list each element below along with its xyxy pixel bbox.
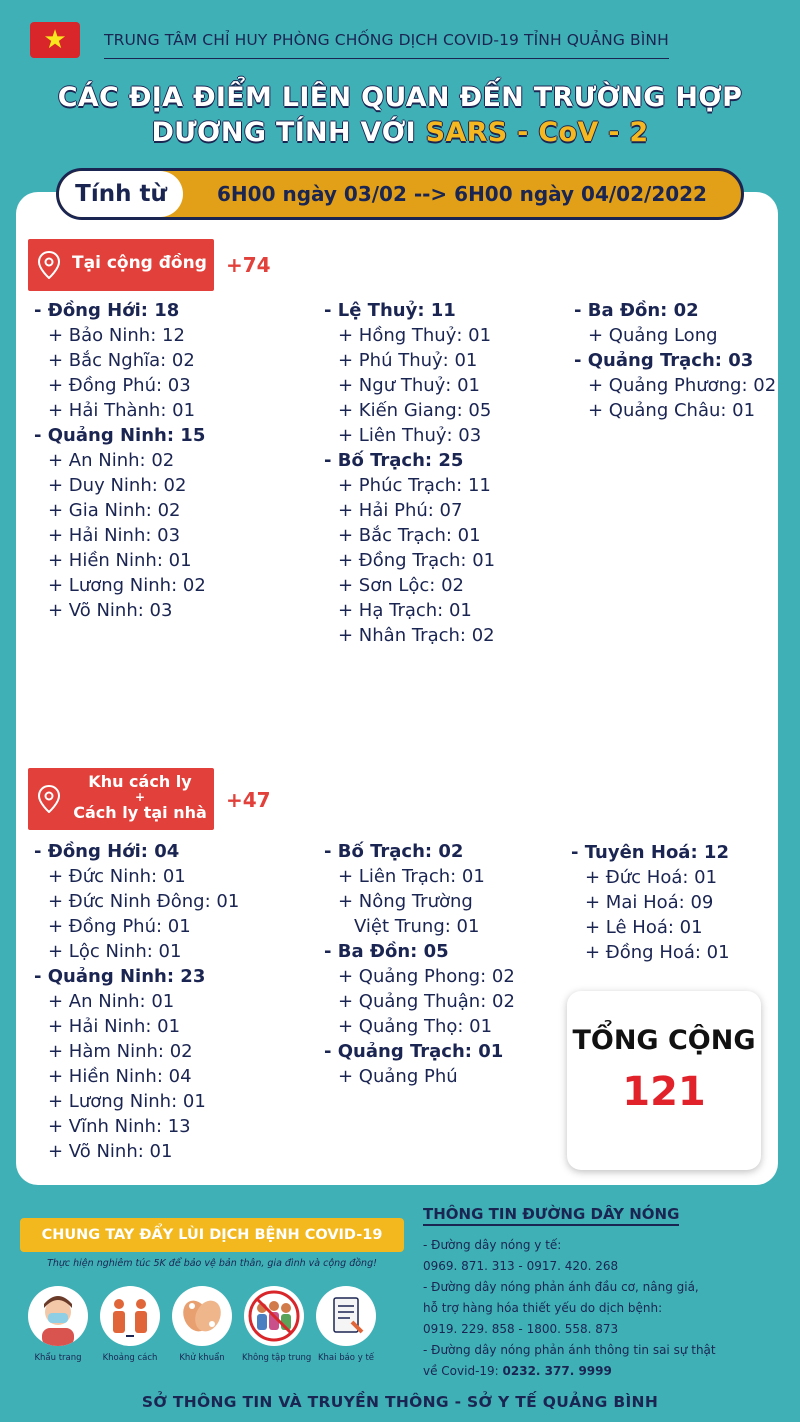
hotline-fakenews-number: 0232. 377. 9999	[502, 1364, 612, 1378]
district-heading: - Đồng Hới: 04	[34, 841, 180, 862]
community-badge-label: Tại cộng đồng	[72, 253, 207, 273]
district-heading: - Lệ Thuỷ: 11	[324, 300, 456, 321]
commune-item: + An Ninh: 02	[48, 450, 175, 471]
commune-item: + Quảng Thuận: 02	[338, 991, 515, 1012]
no-gathering-item: Không tập trung	[242, 1286, 306, 1363]
hotline-fakenews-prefix: về Covid-19:	[423, 1364, 503, 1378]
commune-item: + Lương Ninh: 01	[48, 1091, 206, 1112]
quarantine-badge	[28, 768, 214, 830]
commune-item: + Liên Thuỷ: 03	[338, 425, 482, 446]
commune-item: + Võ Ninh: 01	[48, 1141, 173, 1162]
community-column-1	[34, 298, 206, 623]
no-gathering-icon	[244, 1286, 304, 1346]
quarantine-count: +47	[226, 788, 271, 812]
community-badge	[28, 239, 214, 291]
header-divider	[104, 58, 669, 59]
campaign-subtitle: Thực hiện nghiêm túc 5K để bảo vệ bản thân, gia đình và cộng đồng!	[47, 1258, 377, 1269]
title-highlight: SARS - CoV - 2	[425, 117, 649, 148]
district-heading: - Quảng Ninh: 23	[34, 966, 206, 987]
vietnam-flag-icon: ★	[30, 22, 80, 58]
commune-item: + Bắc Nghĩa: 02	[48, 350, 195, 371]
quarantine-badge-line2: Cách ly tại nhà	[73, 803, 207, 822]
commune-item: + Đồng Hoá: 01	[585, 942, 730, 963]
commune-item: + Đồng Phú: 03	[48, 375, 191, 396]
commune-item: + Quảng Phong: 02	[338, 966, 515, 987]
quarantine-column-1	[34, 839, 239, 1164]
hotline-price-label-cont: hỗ trợ hàng hóa thiết yếu do dịch bệnh:	[423, 1301, 663, 1315]
page-title-line1: CÁC ĐỊA ĐIỂM LIÊN QUAN ĐẾN TRƯỜNG HỢP	[57, 82, 743, 113]
campaign-slogan: CHUNG TAY ĐẨY LÙI DỊCH BỆNH COVID-19	[20, 1218, 404, 1252]
page-title-line2	[0, 117, 800, 148]
disinfect-icon	[172, 1286, 232, 1346]
hotline-fakenews-label: - Đường dây nóng phản ánh thông tin sai sự thật	[423, 1343, 716, 1357]
hotline-price-numbers: 0919. 229. 858 - 1800. 558. 873	[423, 1322, 619, 1336]
five-k-icons	[20, 1286, 404, 1376]
commune-item: + Kiến Giang: 05	[338, 400, 492, 421]
commune-item: + Lộc Ninh: 01	[48, 941, 182, 962]
district-heading: - Bố Trạch: 02	[324, 841, 464, 862]
distance-icon	[100, 1286, 160, 1346]
quarantine-badge-plus: +	[134, 790, 146, 804]
district-heading: - Ba Đồn: 02	[574, 300, 699, 321]
period-banner	[56, 168, 744, 220]
hotline-title: THÔNG TIN ĐƯỜNG DÂY NÓNG	[423, 1205, 679, 1226]
period-range: 6H00 ngày 03/02 --> 6H00 ngày 04/02/2022	[217, 182, 707, 206]
community-column-2	[324, 298, 495, 648]
hotline-price-label: - Đường dây nóng phản ánh đầu cơ, nâng giá,	[423, 1280, 699, 1294]
footer-credits: SỞ THÔNG TIN VÀ TRUYỀN THÔNG - SỞ Y TẾ QUẢNG BÌNH	[141, 1393, 659, 1411]
community-column-3	[574, 298, 776, 423]
commune-item: + Hiền Ninh: 01	[48, 550, 192, 571]
commune-item: + Bắc Trạch: 01	[338, 525, 481, 546]
total-value: 121	[622, 1069, 706, 1115]
commune-item: + Lương Ninh: 02	[48, 575, 206, 596]
commune-item: + Hải Phú: 07	[338, 500, 463, 521]
commune-item: + Gia Ninh: 02	[48, 500, 181, 521]
commune-item: + Bảo Ninh: 12	[48, 325, 185, 346]
district-heading: - Quảng Ninh: 15	[34, 425, 206, 446]
disinfect-item: Khử khuẩn	[170, 1286, 234, 1363]
health-declaration-icon	[316, 1286, 376, 1346]
community-count: +74	[226, 253, 271, 277]
district-heading: - Quảng Trạch: 03	[574, 350, 754, 371]
commune-item: + Quảng Long	[588, 325, 718, 346]
hotline-medical-label: - Đường dây nóng y tế:	[423, 1238, 562, 1252]
commune-item: + Đức Ninh Đông: 01	[48, 891, 240, 912]
district-heading: - Bố Trạch: 25	[324, 450, 464, 471]
organization-name: TRUNG TÂM CHỈ HUY PHÒNG CHỐNG DỊCH COVID-19 TỈNH QUẢNG BÌNH	[104, 31, 669, 49]
quarantine-column-3	[571, 840, 730, 965]
commune-item: + Vĩnh Ninh: 13	[48, 1116, 191, 1137]
location-pin-icon	[38, 785, 60, 813]
mask-item: Khẩu trang	[26, 1286, 90, 1363]
commune-item: + Hiền Ninh: 04	[48, 1066, 192, 1087]
title-prefix: DƯƠNG TÍNH VỚI	[151, 117, 426, 148]
district-heading: - Quảng Trạch: 01	[324, 1041, 504, 1062]
total-box	[567, 991, 761, 1170]
commune-item: + Đức Hoá: 01	[585, 867, 718, 888]
district-heading: - Tuyên Hoá: 12	[571, 842, 729, 863]
commune-item: + Hải Thành: 01	[48, 400, 196, 421]
commune-item: + Nông Trường	[338, 891, 473, 912]
commune-item: + Phúc Trạch: 11	[338, 475, 491, 496]
commune-item: + Ngư Thuỷ: 01	[338, 375, 480, 396]
location-pin-icon	[38, 251, 60, 279]
commune-item: + Đức Ninh: 01	[48, 866, 186, 887]
commune-item: + Đồng Trạch: 01	[338, 550, 496, 571]
distance-item: Khoảng cách	[98, 1286, 162, 1363]
commune-item: + Phú Thuỷ: 01	[338, 350, 478, 371]
commune-item: + Sơn Lộc: 02	[338, 575, 464, 596]
period-label: Tính từ	[59, 171, 183, 217]
quarantine-badge-line1: Khu cách ly	[88, 772, 192, 791]
commune-item: + Hàm Ninh: 02	[48, 1041, 193, 1062]
district-heading: - Đồng Hới: 18	[34, 300, 180, 321]
commune-item: + Quảng Phương: 02	[588, 375, 777, 396]
commune-item: + An Ninh: 01	[48, 991, 175, 1012]
commune-item: + Duy Ninh: 02	[48, 475, 187, 496]
commune-item: + Mai Hoá: 09	[585, 892, 714, 913]
commune-item: + Hải Ninh: 01	[48, 1016, 181, 1037]
hotline-fakenews-line	[423, 1361, 773, 1382]
health-declaration-item: Khai báo y tế	[314, 1286, 378, 1363]
commune-item: + Nhân Trạch: 02	[338, 625, 495, 646]
commune-item: + Lê Hoá: 01	[585, 917, 703, 938]
commune-item: + Hải Ninh: 03	[48, 525, 181, 546]
commune-item: + Quảng Thọ: 01	[338, 1016, 493, 1037]
quarantine-column-2	[324, 839, 515, 1089]
commune-item: + Đồng Phú: 01	[48, 916, 191, 937]
hotline-medical-numbers: 0969. 871. 313 - 0917. 420. 268	[423, 1259, 619, 1273]
commune-item: + Hồng Thuỷ: 01	[338, 325, 492, 346]
commune-item: + Võ Ninh: 03	[48, 600, 173, 621]
commune-item: + Hạ Trạch: 01	[338, 600, 472, 621]
commune-item: Việt Trung: 01	[354, 916, 480, 937]
commune-item: + Liên Trạch: 01	[338, 866, 485, 887]
commune-item: + Quảng Châu: 01	[588, 400, 756, 421]
commune-item: + Quảng Phú	[338, 1066, 458, 1087]
district-heading: - Ba Đồn: 05	[324, 941, 449, 962]
total-label: TỔNG CỘNG	[572, 1025, 756, 1056]
mask-icon	[28, 1286, 88, 1346]
